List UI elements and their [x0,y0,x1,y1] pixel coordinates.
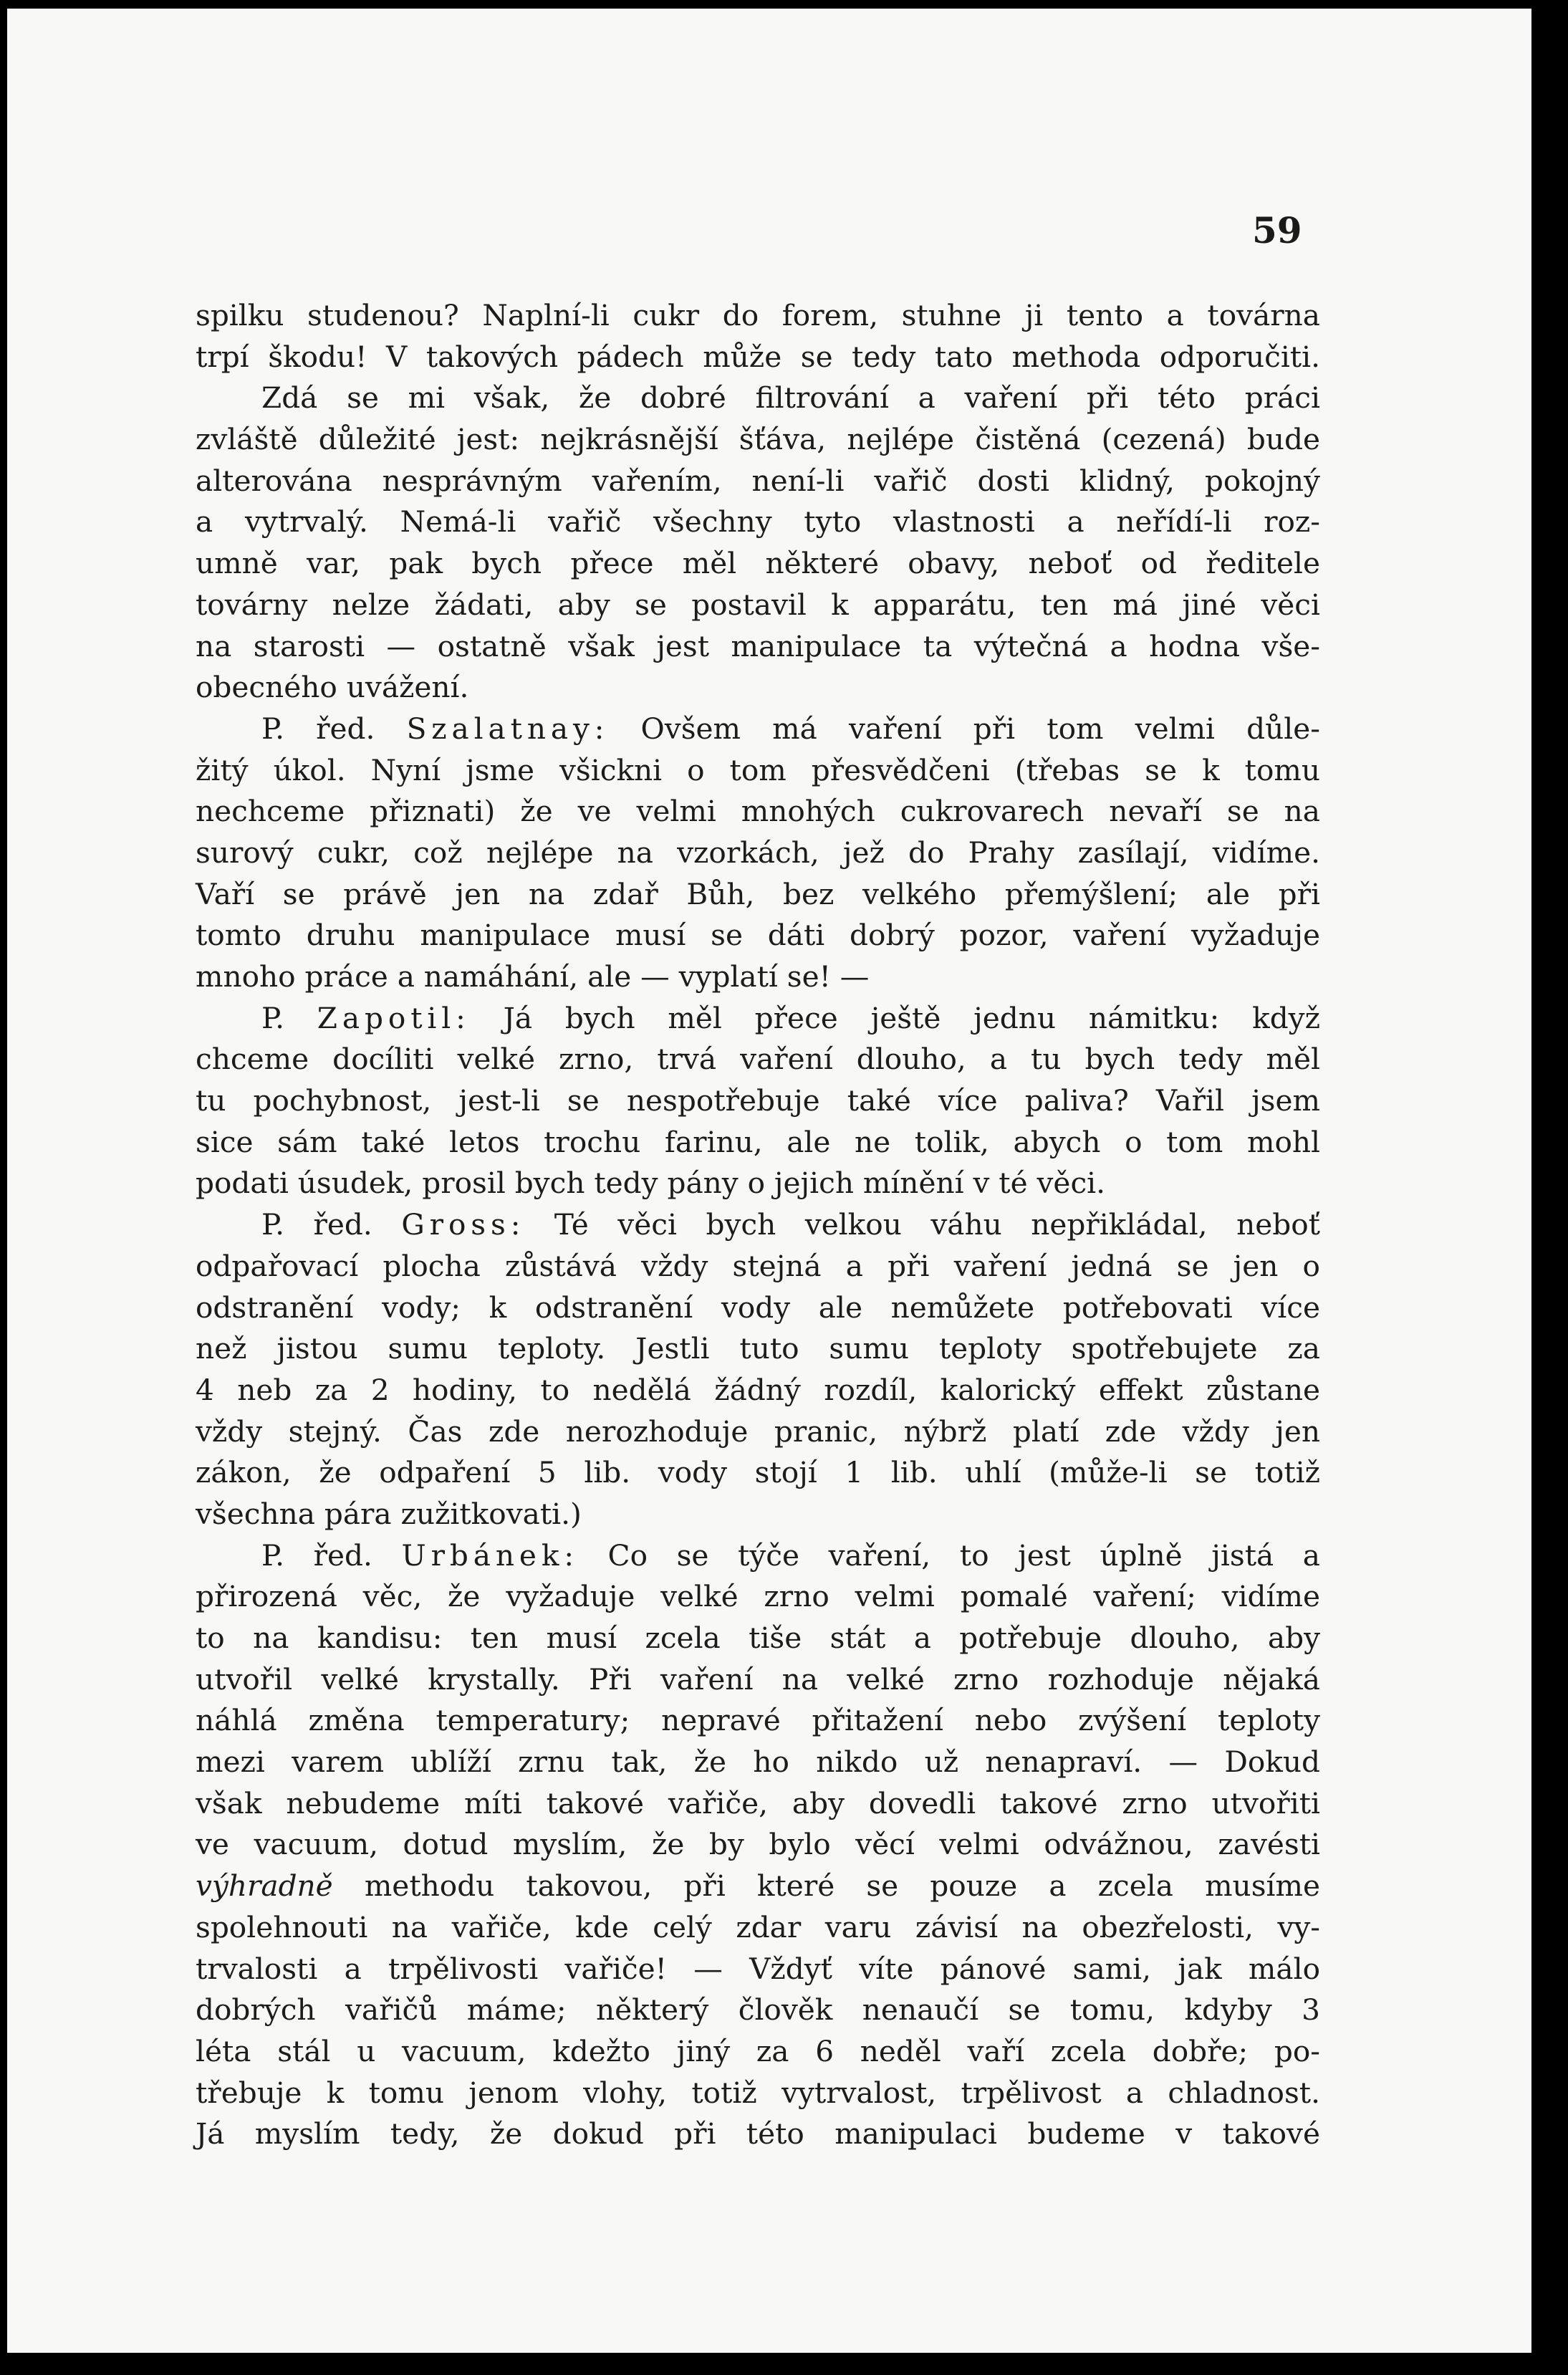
text-line: 4 neb za 2 hodiny, to nedělá žádný rozdíl, kalorický effekt zůstane [196,1372,1320,1407]
book-page [7,9,1531,2353]
speaker-name: Zapotil: [317,1000,471,1035]
speaker-line [196,1204,1320,1246]
text-line: podati úsudek, prosil bych tedy pány o jejich mínění v té věci. [196,1166,1106,1201]
text-line [196,1866,1320,1907]
text-line: alterována nesprávným vařením, není-li vařič dosti klidný, pokojný [196,463,1320,498]
text-line: spolehnouti na vařiče, kde celý zdar varu závisí na obezřelosti, vy- [196,1909,1320,1944]
text-line: vždy stejný. Čas zde nerozhoduje pranic, nýbrž platí zde vždy jen [196,1414,1320,1449]
text-line: Já myslím tedy, že dokud při této manipulaci budeme v takové [196,2116,1320,2151]
text-line: léta stál u vacuum, kdežto jiný za 6 neděl vaří zcela dobře; po- [196,2033,1320,2068]
text-line: trpí škodu! V takových pádech může se tedy tato methoda odporučiti. [196,339,1320,374]
speaker-title: P. řed. [261,1537,372,1573]
text-line: než jistou sumu teploty. Jestli tuto sumu teploty spotřebujete za [196,1331,1320,1366]
speaker-text: Té věci bych velkou váhu nepřikládal, neboť [554,1207,1320,1242]
text-line: utvořil velké krystally. Při vaření na velké zrno rozhoduje nějaká [196,1661,1320,1697]
text-segment: methodu takovou, při které se pouze a zcela musíme [364,1868,1320,1904]
text-line: dobrých vařičů máme; některý člověk nenaučí se tomu, kdyby 3 [196,1992,1320,2028]
text-line: však nebudeme míti takové vařiče, aby dovedli takové zrno utvořiti [196,1785,1320,1820]
text-line: tu pochybnost, jest-li se nespotřebuje také více paliva? Vařil jsem [196,1083,1320,1118]
text-line: trvalosti a trpělivosti vařiče! — Vždyť víte pánové sami, jak málo [196,1951,1320,1986]
speaker-text: Ovšem má vaření při tom velmi důle- [640,711,1320,746]
text-line: tomto druhu manipulace musí se dáti dobrý pozor, vaření vyžaduje [196,918,1320,953]
text-line: mezi varem ublíží zrnu tak, že ho nikdo už nenapraví. — Dokud [196,1745,1320,1780]
text-line: ve vacuum, dotud myslím, že by bylo věcí velmi odvážnou, zavésti [196,1827,1320,1862]
text-line: spilku studenou? Naplní-li cukr do forem, stuhne ji tento a továrna [196,298,1320,332]
text-line: žitý úkol. Nyní jsme všickni o tom přesvědčeni (třebas se k tomu [196,752,1320,787]
text-line: třebuje k tomu jenom vlohy, totiž vytrvalost, trpělivost a chladnost. [196,2075,1320,2110]
text-line: náhlá změna temperatury; nepravé přitažení nebo zvýšení teploty [196,1703,1320,1738]
speaker-line [196,1535,1320,1577]
text-line: Zdá se mi však, že dobré filtrování a vaření při této práci [261,380,1320,416]
text-line: sice sám také letos trochu farinu, ale ne tolik, abych o tom mohl [196,1124,1320,1159]
text-line: chceme docíliti velké zrno, trvá vaření dlouho, a tu bych tedy měl [196,1042,1320,1077]
speaker-title: P. řed. [261,711,375,746]
text-line: Vaří se právě jen na zdař Bůh, bez velkého přemýšlení; ale při [196,876,1320,911]
text-line: odpařovací plocha zůstává vždy stejná a při vaření jedná se jen o [196,1248,1320,1283]
speaker-title: P. [261,1000,284,1035]
speaker-name: Gross: [401,1207,526,1242]
text-line: všechna pára zužitkovati.) [196,1496,582,1531]
text-line: obecného uvážení. [196,670,469,705]
speaker-name: Urbánek: [401,1537,579,1573]
body-text [196,295,1320,2155]
text-line: nechceme přiznati) že ve velmi mnohých cukrovarech nevaří se na [196,794,1320,829]
speaker-text: Já bych měl přece ještě jednu námitku: když [503,1000,1320,1035]
speaker-title: P. řed. [261,1207,372,1242]
speaker-line [196,998,1320,1040]
text-line: na starosti — ostatně však jest manipulace ta výtečná a hodna vše- [196,628,1320,663]
speaker-text: Co se týče vaření, to jest úplně jistá a [607,1537,1320,1573]
text-line: zákon, že odpaření 5 lib. vody stojí 1 lib. uhlí (může-li se totiž [196,1455,1320,1490]
speaker-name: Szalatnay: [406,711,610,746]
text-line: zvláště důležité jest: nejkrásnější šťáva, nejlépe čistěná (cezená) bude [196,422,1320,457]
text-line: odstranění vody; k odstranění vody ale nemůžete potřebovati více [196,1290,1320,1325]
text-line: a vytrvalý. Nemá-li vařič všechny tyto vlastnosti a neřídí-li roz- [196,504,1320,539]
text-line: to na kandisu: ten musí zcela tiše stát a potřebuje dlouho, aby [196,1621,1320,1655]
text-line: umně var, pak bych přece měl některé obavy, neboť od ředitele [196,546,1320,581]
page-number: 59 [1252,209,1302,251]
speaker-line [196,709,1320,750]
text-line: surový cukr, což nejlépe na vzorkách, jež do Prahy zasílají, vidíme. [196,835,1320,870]
text-line: továrny nelze žádati, aby se postavil k apparátu, ten má jiné věci [196,587,1320,622]
emphasized-word: výhradně [196,1868,333,1904]
text-line: přirozená věc, že vyžaduje velké zrno velmi pomalé vaření; vidíme [196,1579,1320,1614]
text-line: mnoho práce a namáhání, ale — vyplatí se! — [196,959,870,994]
